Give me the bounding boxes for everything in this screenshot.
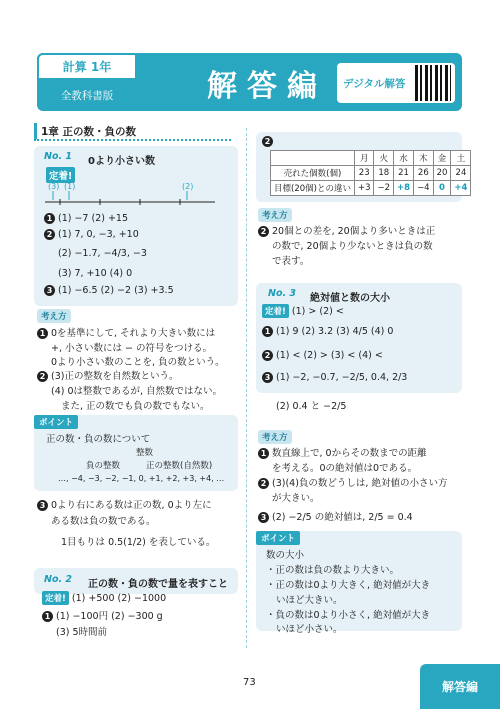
no1-ans2b: (2) −1.7, −4/3, −3 [58,248,147,259]
no3-kt1: 数直線上で, 0からその数までの距離 [272,448,427,459]
no1-teiki: 定着! [46,167,75,183]
no2-label: No. 2 [44,574,73,585]
no3-kt4: が大きい。 [272,493,320,504]
no1-a3-1: 0より右にある数は正の数, 0より左に [51,500,212,511]
no3-kt5: (2) −2/5 の絶対値は, 2/5 = 0.4 [272,512,413,523]
no1-ans2a: (1) 7, 0, −3, +10 [58,229,139,240]
svg-text:(1): (1) [64,182,76,191]
no2-ans2: (1) −100円 (2) −300 g [56,611,163,622]
q2-kt3: で表す。 [272,256,310,267]
no1-pt-label: ポイント [34,415,78,429]
no3-pt1: 数の大小 [266,550,305,561]
no2-ans3: (3) 5時間前 [56,627,108,638]
no1-ans1: (1) −7 (2) +15 [58,213,129,224]
no3-pt4: いほど大きい。 [276,595,343,606]
no3-ans2: (1) < (2) > (3) < (4) < [276,350,383,361]
no2-title: 正の数・負の数で量を表すこと [88,579,228,590]
digital-label: デジタル解答 [343,77,406,90]
no2-teiki: 定着! [42,591,69,605]
q2-kt1: 20個との差を, 20個より多いときは正 [272,226,436,237]
chapter-heading: 1章 正の数・負の数 [34,123,231,141]
edition-label: 全教科書版 [60,90,114,102]
page-number: 73 [243,677,256,688]
no1-a3-2: ある数は負の数である。 [51,516,156,527]
no1-a3-3: 1目もりは 0.5(1/2) を表している。 [61,537,216,548]
no3-pt6: いほど小さい。 [276,624,343,635]
no1-kt1: 0を基準にして, それより大きい数には [51,328,216,339]
no1-ans3: (1) −6.5 (2) −2 (3) +3.5 [58,285,174,296]
no2-ans1: (1) +500 (2) −1000 [71,593,167,604]
no3-ans4: (2) 0.4 と −2/5 [276,401,347,412]
no3-kt-label: 考え方 [258,430,292,444]
no3-pt-label: ポイント [256,531,300,545]
sales-table: 月 火 水 木 金 土 売れた個数(個) 23 18 21 26 20 24 目標(20個)との違い +3 −2 +8 −4 0 +4 [270,150,471,196]
no3-pt5: ・負の数は0より小さく, 絶対値が大き [266,610,431,621]
q2-kt2: の数で, 20個より少ないときは負の数 [272,241,433,252]
footer-label: 解答編 [441,680,478,694]
svg-text:(3): (3) [48,182,60,191]
no1-pt3: 負の整数 [86,461,121,471]
no1-pt1: 正の数・負の数について [46,434,151,445]
q2-kt-label: 考え方 [258,208,292,222]
page-title: 解答編 [207,69,327,104]
footer-tab [420,664,500,709]
no3-ans3: (1) −2, −0.7, −2/5, 0.4, 2/3 [276,372,408,383]
no3-ans1: (1) 9 (2) 3.2 (3) 4/5 (4) 0 [276,326,394,337]
qr-code-icon[interactable] [415,65,451,101]
no3-kt2: を考える。0の絶対値は0である。 [272,463,418,474]
no1-ans2c: (3) 7, +10 (4) 0 [58,268,133,279]
no3-ans0: (1) > (2) < [291,306,344,317]
no1-kt5: (4) 0は整数であるが, 自然数ではない。 [51,386,223,397]
no1-label: No. 1 [44,151,73,162]
no3-label: No. 3 [268,288,297,299]
no3-teiki: 定着! [262,304,289,318]
no1-kt4: (3)正の整数を自然数という。 [51,371,179,382]
no3-kt3: (3)(4)負の数どうしは, 絶対値の小さい方 [272,478,448,489]
header-banner [37,53,462,111]
grade-label: 計算 1年 [37,53,137,80]
no1-kt-label: 考え方 [37,309,71,323]
svg-text:(2): (2) [182,182,194,191]
digital-answer-box[interactable] [337,63,455,103]
no1-kt6: また, 正の数でも負の数でもない。 [61,401,210,412]
no1-pt4: 正の整数(自然数) [146,461,213,471]
no1-kt2: +, 小さい数には − の符号をつける。 [51,343,212,354]
no3-pt3: ・正の数は0より大きく, 絶対値が大き [266,580,431,591]
no1-kt3: 0より小さい数のことを, 負の数という。 [51,357,225,368]
no3-pt2: ・正の数は負の数より大きい。 [266,565,400,576]
no1-title: 0より小さい数 [88,156,155,167]
no3-title: 絶対値と数の大小 [310,293,390,304]
column-divider [246,128,247,648]
number-line [40,180,220,210]
no1-pt2: 整数 [136,448,154,458]
no1-pt5: …, −4, −3, −2, −1, 0, +1, +2, +3, +4, … [58,474,225,483]
